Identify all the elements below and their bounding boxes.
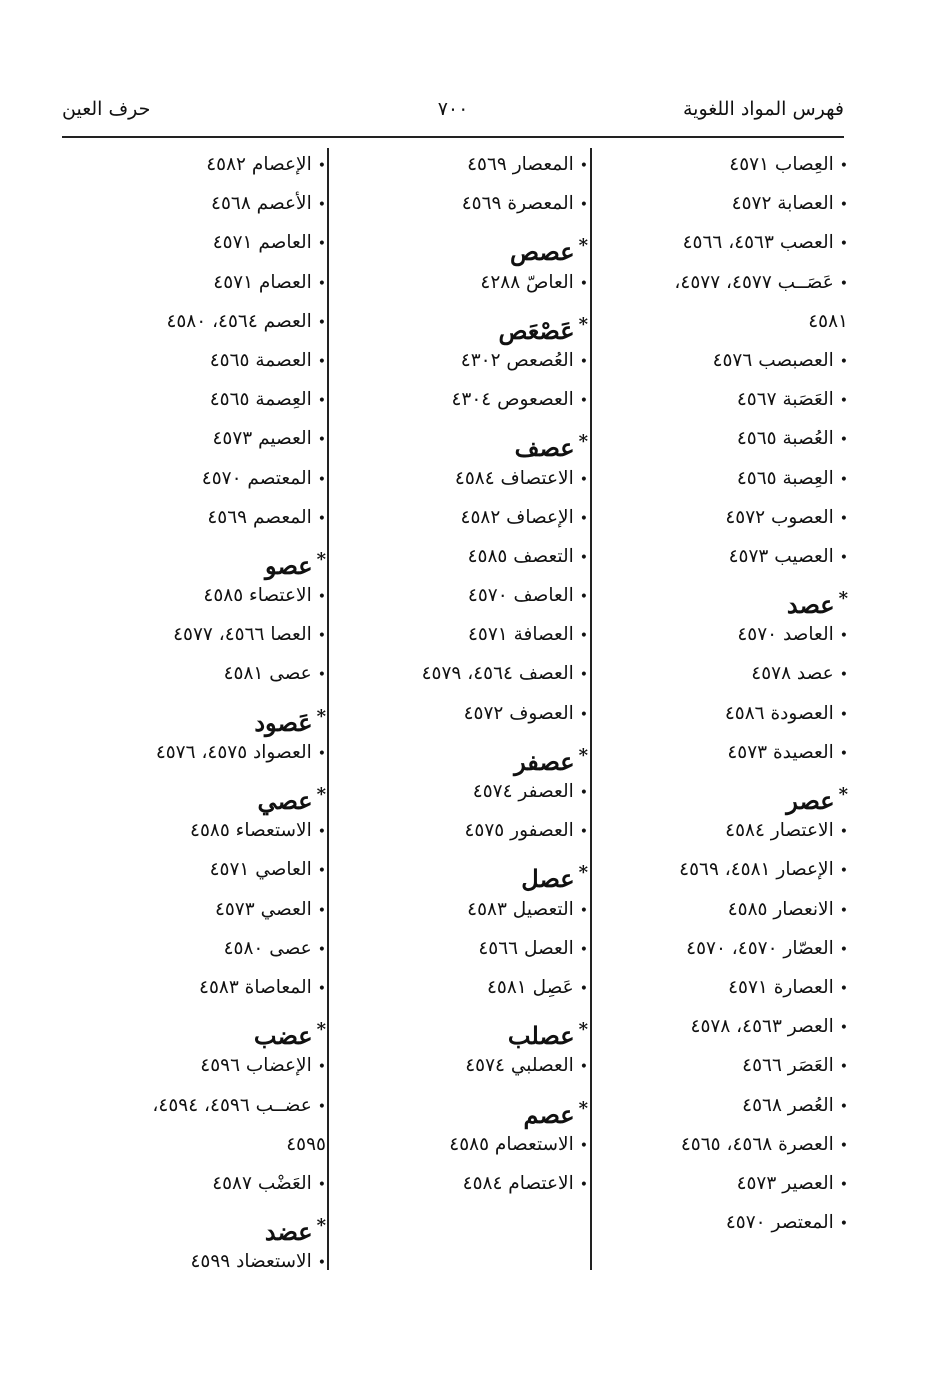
entry-text: العاصّ ٤٢٨٨: [480, 271, 574, 293]
entry-text: عصى ٤٥٨٠: [223, 937, 312, 959]
entry-text: عضــب ٤٥٩٦، ٤٥٩٤،: [152, 1094, 312, 1116]
entry-text: العَضْب ٤٥٨٧: [212, 1172, 312, 1194]
index-entry: [596, 268, 848, 307]
bullet-icon: •: [317, 510, 326, 527]
entry-text: الإعصام ٤٥٨٢: [206, 154, 312, 175]
index-entry: [62, 816, 326, 855]
entry-text: العصيب ٤٥٧٣: [728, 545, 834, 567]
entry-text: العصلبي ٤٥٧٤: [465, 1055, 574, 1077]
entry-text: العِصبة ٤٥٦٥: [736, 467, 834, 489]
bullet-icon: •: [579, 510, 588, 527]
entry-text: العاصم ٤٥٧١: [212, 232, 312, 254]
bullet-icon: •: [579, 706, 588, 723]
entry-text: العصودة ٤٥٨٦: [724, 702, 834, 724]
bullet-icon: •: [839, 158, 848, 174]
bullet-icon: •: [317, 1059, 326, 1076]
root-heading: [332, 424, 588, 463]
entry-text: الاعتصاف ٤٥٨٤: [454, 467, 574, 489]
entry-text: العصف ٤٥٦٤، ٤٥٧٩: [421, 663, 574, 685]
root-word: عصر: [786, 786, 835, 815]
index-entry: [596, 346, 848, 385]
index-entry: [596, 1012, 848, 1051]
bullet-icon: •: [317, 353, 326, 370]
entry-text: العِصاب ٤٥٧١: [729, 154, 834, 175]
asterisk-icon: *: [316, 705, 326, 727]
bullet-icon: •: [317, 902, 326, 919]
index-entry: [596, 699, 848, 738]
bullet-icon: •: [839, 510, 848, 527]
root-heading: [332, 1091, 588, 1130]
bullet-icon: •: [839, 980, 848, 997]
index-entry: [62, 150, 326, 189]
bullet-icon: •: [839, 628, 848, 645]
bullet-icon: •: [839, 902, 848, 919]
root-heading: [332, 307, 588, 346]
index-entry: [62, 973, 326, 1012]
index-entry: [62, 1051, 326, 1090]
index-entry-continuation: [62, 1130, 326, 1169]
header-rule: [62, 136, 844, 138]
entry-text: العصواد ٤٥٧٥، ٤٥٧٦: [155, 741, 312, 763]
index-entry: [62, 620, 326, 659]
bullet-icon: •: [839, 706, 848, 723]
bullet-icon: •: [839, 824, 848, 841]
index-column-right: [596, 150, 848, 1247]
entry-text: العِصمة ٤٥٦٥: [209, 389, 312, 411]
bullet-icon: •: [579, 628, 588, 645]
entry-text: عَصِل ٤٥٨١: [487, 976, 574, 998]
bullet-icon: •: [839, 1176, 848, 1193]
bullet-icon: •: [317, 393, 326, 410]
entry-text: العاصف ٤٥٧٠: [467, 585, 574, 607]
root-heading: [332, 1012, 588, 1051]
index-entry: [596, 542, 848, 581]
index-entry: [332, 385, 588, 424]
root-word: عصد: [786, 590, 835, 620]
entry-text: العصب ٤٥٦٣، ٤٥٦٦: [682, 232, 834, 254]
entry-text: العصافة ٤٥٧١: [467, 624, 574, 646]
entry-text: المعصار ٤٥٦٩: [467, 154, 574, 175]
entry-text: التعصف ٤٥٨٥: [467, 545, 574, 567]
entry-text: العُصر ٤٥٦٨: [742, 1094, 834, 1116]
entry-text: العصوب ٤٥٧٢: [725, 506, 834, 528]
bullet-icon: •: [839, 941, 848, 958]
entry-text: العصفر ٤٥٧٤: [472, 781, 574, 802]
asterisk-icon: *: [838, 784, 848, 805]
bullet-icon: •: [839, 863, 848, 880]
entry-text: العصر ٤٥٦٣، ٤٥٧٨: [690, 1016, 834, 1038]
entry-text: العُصعص ٤٣٠٢: [460, 349, 574, 371]
bullet-icon: •: [317, 589, 326, 606]
bullet-icon: •: [579, 1059, 588, 1076]
column-divider: [590, 148, 592, 1270]
index-entry: [62, 424, 326, 463]
entry-text: العصارة ٤٥٧١: [728, 976, 834, 998]
entry-text: الأعصم ٤٥٦٨: [211, 193, 312, 215]
entry-text: الاعتصام ٤٥٨٤: [462, 1172, 574, 1194]
bullet-icon: •: [317, 628, 326, 645]
entry-text: الإعصاف ٤٥٨٢: [460, 506, 574, 528]
index-entry: [596, 189, 848, 228]
index-entry: [596, 738, 848, 777]
index-entry: [596, 503, 848, 542]
root-word: عصم: [523, 1099, 575, 1129]
index-entry: [596, 816, 848, 855]
bullet-icon: •: [579, 785, 588, 801]
root-heading: [62, 1208, 326, 1247]
bullet-icon: •: [579, 549, 588, 566]
entry-text: العصعوص ٤٣٠٤: [451, 389, 574, 411]
root-heading: [332, 738, 588, 777]
bullet-icon: •: [579, 197, 588, 214]
index-entry: [332, 1051, 588, 1090]
bullet-icon: •: [317, 941, 326, 958]
index-entry: [596, 1051, 848, 1090]
root-heading: [596, 777, 848, 816]
entry-text: الاستعصام ٤٥٨٥: [449, 1133, 574, 1155]
asterisk-icon: *: [578, 1097, 588, 1119]
index-entry: [62, 659, 326, 698]
asterisk-icon: *: [578, 862, 588, 884]
index-entry: [332, 934, 588, 973]
entry-text: الاستعصاء ٤٥٨٥: [190, 820, 312, 842]
asterisk-icon: *: [316, 1019, 326, 1041]
bullet-icon: •: [579, 589, 588, 606]
index-entry: [596, 620, 848, 659]
bullet-icon: •: [839, 197, 848, 214]
index-entry: [596, 228, 848, 267]
index-entry: [332, 503, 588, 542]
bullet-icon: •: [317, 863, 326, 880]
index-entry: [596, 385, 848, 424]
bullet-icon: •: [839, 236, 848, 253]
index-entry: [596, 895, 848, 934]
entry-text: العصيدة ٤٥٧٣: [727, 741, 834, 763]
entry-text: العاصي ٤٥٧١: [209, 859, 312, 881]
bullet-icon: •: [579, 353, 588, 370]
root-word: عصي: [257, 786, 313, 815]
index-entry: [332, 189, 588, 228]
index-entry: [62, 189, 326, 228]
index-entry: [62, 228, 326, 267]
root-word: عضد: [264, 1217, 313, 1247]
index-entry: [62, 581, 326, 620]
asterisk-icon: *: [838, 588, 848, 610]
bullet-icon: •: [839, 1137, 848, 1154]
bullet-icon: •: [839, 275, 848, 292]
index-entry: [62, 307, 326, 346]
entry-text: المعتصر ٤٥٧٠: [725, 1212, 834, 1234]
bullet-icon: •: [317, 197, 326, 214]
bullet-icon: •: [839, 353, 848, 370]
entry-text: العُصبة ٤٥٦٥: [736, 428, 834, 450]
entry-text: العصا ٤٥٦٦، ٤٥٧٧: [173, 624, 312, 646]
entry-text: الاعتصار ٤٥٨٤: [725, 820, 834, 842]
index-entry: [332, 895, 588, 934]
bullet-icon: •: [579, 902, 588, 919]
entry-text: الاعتصاء ٤٥٨٥: [203, 585, 312, 607]
bullet-icon: •: [579, 941, 588, 958]
root-word: عَصود: [254, 707, 313, 737]
bullet-icon: •: [839, 1020, 848, 1037]
index-entry: [332, 1169, 588, 1208]
bullet-icon: •: [317, 1255, 326, 1272]
root-word: عصو: [265, 550, 313, 580]
entry-text: ٤٥٨١: [808, 310, 848, 332]
bullet-icon: •: [579, 393, 588, 410]
root-word: عصل: [521, 864, 575, 894]
root-word: عصص: [510, 237, 575, 267]
root-word: عصلب: [507, 1021, 575, 1051]
root-heading: [332, 855, 588, 894]
index-entry: [332, 973, 588, 1012]
asterisk-icon: *: [578, 235, 588, 257]
entry-text: الإعصار ٤٥٨١، ٤٥٦٩: [679, 859, 834, 881]
entry-text: المعاصاة ٤٥٨٣: [199, 976, 312, 998]
bullet-icon: •: [839, 1216, 848, 1233]
entry-text: العاصد ٤٥٧٠: [737, 624, 834, 646]
entry-text: العصمة ٤٥٦٥: [209, 349, 312, 371]
index-entry: [596, 855, 848, 894]
index-entry: [62, 895, 326, 934]
root-heading: [62, 699, 326, 738]
asterisk-icon: *: [316, 1215, 326, 1237]
entry-text: العصفور ٤٥٧٥: [464, 820, 574, 842]
index-entry: [62, 346, 326, 385]
index-entry: [332, 816, 588, 855]
entry-text: عصى ٤٥٨١: [223, 663, 312, 685]
index-entry: [62, 738, 326, 777]
index-entry: [332, 699, 588, 738]
index-entry: [332, 268, 588, 307]
index-entry: [332, 150, 588, 189]
asterisk-icon: *: [578, 1019, 588, 1041]
entry-text: العَصَر ٤٥٦٦: [742, 1055, 834, 1077]
entry-text: العصبصب ٤٥٧٦: [712, 349, 834, 371]
asterisk-icon: *: [578, 313, 588, 335]
entry-text: المعصم ٤٥٦٩: [207, 506, 312, 528]
bullet-icon: •: [317, 314, 326, 331]
index-entry: [596, 1091, 848, 1130]
column-divider: [327, 148, 329, 1270]
bullet-icon: •: [579, 667, 588, 684]
index-entry: [62, 855, 326, 894]
index-entry: [62, 1169, 326, 1208]
index-entry: [596, 424, 848, 463]
bullet-icon: •: [579, 275, 588, 292]
bullet-icon: •: [317, 1176, 326, 1193]
bullet-icon: •: [839, 1059, 848, 1076]
root-word: عضب: [253, 1021, 313, 1051]
index-entry: [332, 620, 588, 659]
bullet-icon: •: [317, 432, 326, 449]
entry-text: العصير ٤٥٧٣: [736, 1172, 834, 1194]
index-entry: [332, 346, 588, 385]
index-entry: [62, 934, 326, 973]
bullet-icon: •: [579, 824, 588, 841]
bullet-icon: •: [317, 275, 326, 292]
index-entry: [332, 777, 588, 816]
index-entry: [332, 659, 588, 698]
bullet-icon: •: [839, 549, 848, 566]
root-heading: [62, 542, 326, 581]
bullet-icon: •: [839, 745, 848, 762]
root-word: عصف: [514, 433, 575, 463]
index-entry: [596, 464, 848, 503]
entry-text: المعتصم ٤٥٧٠: [201, 467, 312, 489]
index-entry: [332, 464, 588, 503]
entry-text: العصوف ٤٥٧٢: [463, 702, 574, 724]
entry-text: المعصرة ٤٥٦٩: [461, 193, 574, 215]
entry-text: العَصَبة ٤٥٦٧: [736, 389, 834, 411]
entry-text: العصرة ٤٥٦٨، ٤٥٦٥: [680, 1133, 834, 1155]
index-column-middle: [332, 150, 588, 1208]
entry-text: العصابة ٤٥٧٢: [731, 193, 834, 215]
entry-text: الاستعضاد ٤٥٩٩: [190, 1251, 312, 1273]
index-entry: [62, 268, 326, 307]
bullet-icon: •: [317, 980, 326, 997]
index-entry: [332, 542, 588, 581]
index-entry: [596, 150, 848, 189]
running-title: فهرس المواد اللغوية: [682, 98, 844, 120]
root-heading: [62, 1012, 326, 1051]
entry-text: الانعصار ٤٥٨٥: [727, 898, 834, 920]
entry-text: العصم ٤٥٦٤، ٤٥٨٠: [166, 310, 312, 332]
index-entry: [596, 659, 848, 698]
bullet-icon: •: [579, 471, 588, 488]
index-entry: [62, 503, 326, 542]
index-entry: [62, 464, 326, 503]
entry-text: العصل ٤٥٦٦: [478, 937, 574, 959]
bullet-icon: •: [839, 432, 848, 449]
bullet-icon: •: [317, 471, 326, 488]
root-heading: [332, 228, 588, 267]
index-entry: [62, 1247, 326, 1286]
bullet-icon: •: [839, 471, 848, 488]
entry-text: العصام ٤٥٧١: [213, 271, 312, 293]
bullet-icon: •: [317, 236, 326, 253]
bullet-icon: •: [317, 158, 326, 174]
index-entry: [332, 1130, 588, 1169]
bullet-icon: •: [317, 745, 326, 762]
entry-text: التعصيل ٤٥٨٣: [467, 898, 574, 920]
asterisk-icon: *: [578, 431, 588, 453]
section-title: حرف العين: [62, 98, 151, 120]
entry-text: عصد ٤٥٧٨: [751, 663, 834, 685]
bullet-icon: •: [579, 1176, 588, 1193]
asterisk-icon: *: [316, 548, 326, 570]
bullet-icon: •: [317, 824, 326, 841]
root-heading: [62, 777, 326, 816]
index-entry-continuation: [596, 307, 848, 346]
index-entry: [596, 1208, 848, 1247]
bullet-icon: •: [839, 1098, 848, 1115]
root-heading: [596, 581, 848, 620]
entry-text: الإعضاب ٤٥٩٦: [200, 1055, 312, 1077]
index-entry: [596, 1169, 848, 1208]
asterisk-icon: *: [316, 784, 326, 805]
index-entry: [62, 1091, 326, 1130]
index-entry: [596, 973, 848, 1012]
bullet-icon: •: [579, 158, 588, 174]
bullet-icon: •: [579, 1137, 588, 1154]
bullet-icon: •: [317, 1098, 326, 1115]
entry-text: ٤٥٩٥: [286, 1133, 326, 1155]
index-entry: [596, 1130, 848, 1169]
bullet-icon: •: [317, 667, 326, 684]
index-entry: [596, 934, 848, 973]
page-number: ٧٠٠: [437, 98, 469, 120]
root-word: عصفر: [514, 746, 575, 776]
root-word: عَصْعَص: [498, 315, 575, 345]
asterisk-icon: *: [578, 744, 588, 766]
entry-text: عَصَــب ٤٥٧٧، ٤٥٧٧،: [674, 271, 834, 293]
index-entry: [332, 581, 588, 620]
entry-text: العصي ٤٥٧٣: [214, 898, 312, 920]
bullet-icon: •: [839, 667, 848, 684]
page-header: [62, 92, 844, 132]
bullet-icon: •: [579, 980, 588, 997]
entry-text: العصّار ٤٥٧٠، ٤٥٧٠: [686, 937, 834, 959]
bullet-icon: •: [839, 393, 848, 410]
entry-text: العصيم ٤٥٧٣: [212, 428, 312, 450]
index-column-left: [62, 150, 326, 1286]
index-entry: [62, 385, 326, 424]
